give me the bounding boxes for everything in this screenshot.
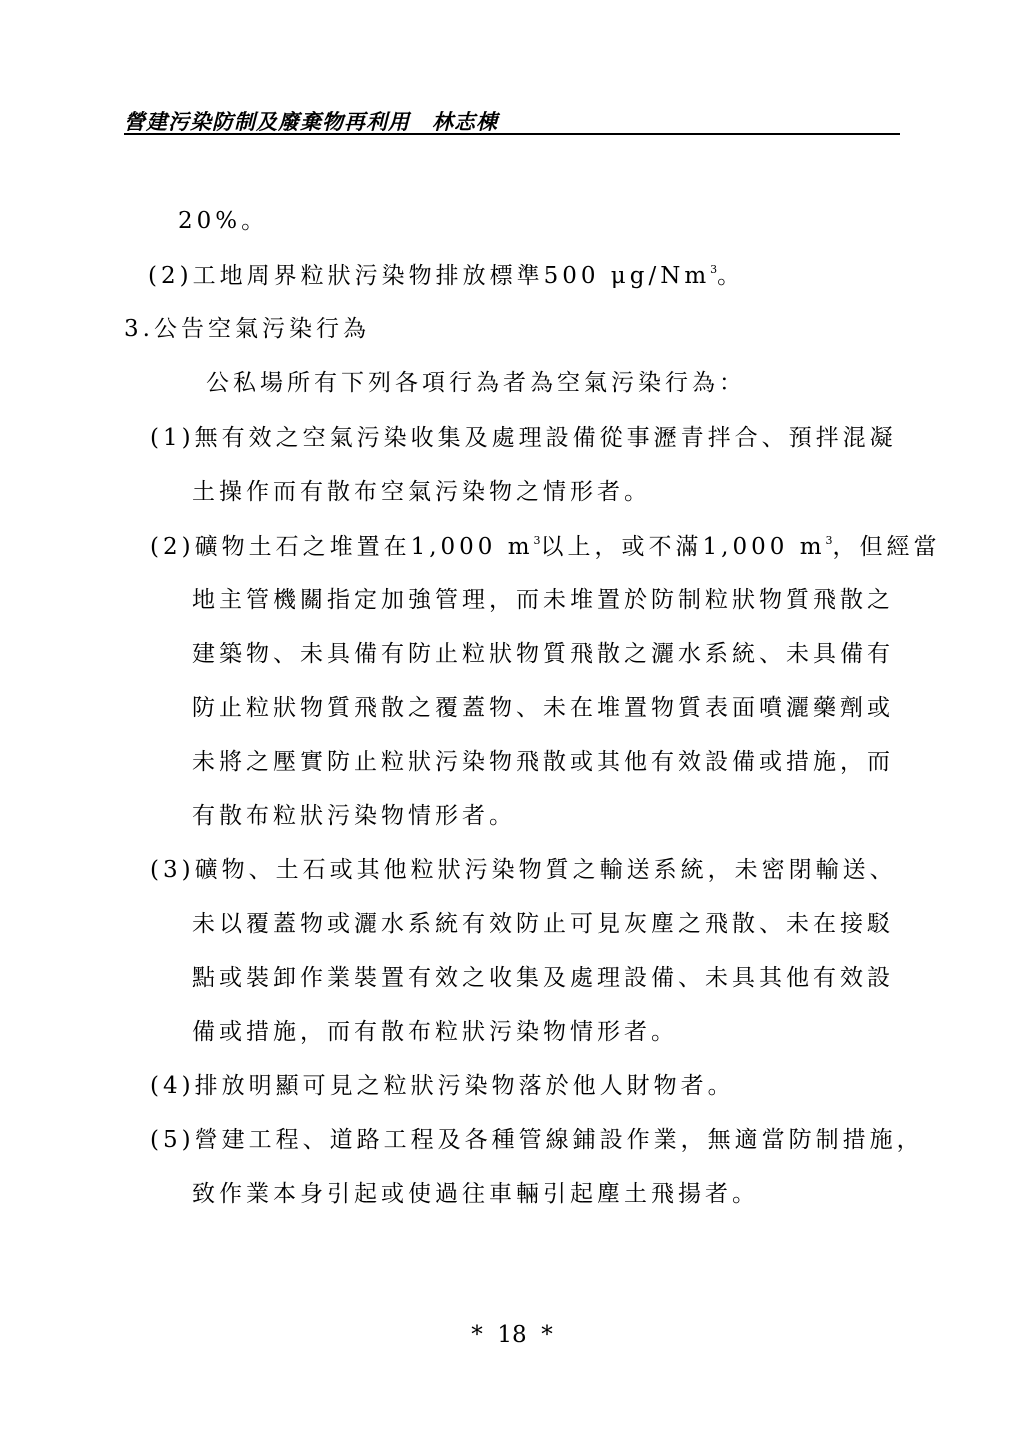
cubic-superscript: 3 — [533, 534, 541, 547]
body-line-1: 20%。 — [178, 208, 269, 234]
item-2-line-4: 防止粒狀物質飛散之覆蓋物、未在堆置物質表面噴灑藥劑或 — [192, 695, 894, 721]
item-2-line-6: 有散布粒狀污染物情形者。 — [192, 803, 516, 829]
item-5-line-2: 致作業本身引起或使過往車輛引起塵土飛揚者。 — [192, 1181, 759, 1207]
running-header — [124, 106, 900, 136]
item-3-line-4: 備或措施，而有散布粒狀污染物情形者。 — [192, 1019, 678, 1045]
header-divider — [124, 133, 900, 135]
item-5-line-1: (5)營建工程、道路工程及各種管線鋪設作業，無適當防制措施， — [150, 1127, 924, 1153]
cubic-superscript: 3 — [825, 534, 833, 547]
intro-paragraph: 公私場所有下列各項行為者為空氣污染行為： — [206, 370, 746, 396]
item-2-text-b: 以上，或不滿1,000 m — [540, 534, 826, 560]
header-author: 林志棟 — [432, 110, 498, 134]
item-1-line-1: (1)無有效之空氣污染收集及處理設備從事瀝青拌合、預拌混凝 — [150, 425, 897, 451]
item-4-line-1: (4)排放明顯可見之粒狀污染物落於他人財物者。 — [150, 1073, 735, 1099]
item-2-line-1 — [150, 535, 941, 559]
emission-standard-end: 。 — [717, 263, 745, 289]
header-title: 營建污染防制及廢棄物再利用 — [124, 110, 410, 134]
cubic-superscript: 3 — [710, 263, 718, 276]
body-line-2 — [148, 264, 744, 288]
item-2-line-3: 建築物、未具備有防止粒狀物質飛散之灑水系統、未具備有 — [192, 641, 894, 667]
emission-standard-text: (2)工地周界粒狀污染物排放標準500 μg/Nm — [148, 263, 711, 289]
page-number: * 18 * — [471, 1322, 553, 1348]
item-2-text-c: ，但經當 — [832, 534, 941, 560]
item-2-line-5: 未將之壓實防止粒狀污染物飛散或其他有效設備或措施，而 — [192, 749, 894, 775]
section-heading: 3.公告空氣污染行為 — [124, 316, 370, 342]
item-3-line-2: 未以覆蓋物或灑水系統有效防止可見灰塵之飛散、未在接駁 — [192, 911, 894, 937]
item-3-line-1: (3)礦物、土石或其他粒狀污染物質之輸送系統，未密閉輸送、 — [150, 857, 897, 883]
item-3-line-3: 點或裝卸作業裝置有效之收集及處理設備、未具其他有效設 — [192, 965, 894, 991]
item-1-line-2: 土操作而有散布空氣污染物之情形者。 — [192, 479, 651, 505]
item-2-text-a: (2)礦物土石之堆置在1,000 m — [150, 534, 534, 560]
item-2-line-2: 地主管機關指定加強管理，而未堆置於防制粒狀物質飛散之 — [192, 587, 894, 613]
